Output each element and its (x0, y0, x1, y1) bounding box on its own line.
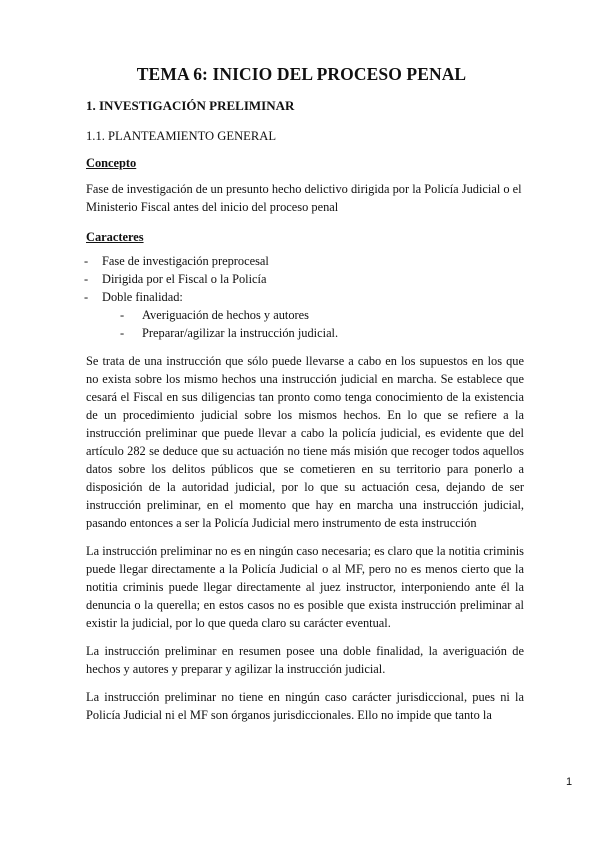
finalidad-sublist (86, 306, 524, 342)
paragraph-2: La instrucción preliminar no es en ningún caso necesaria; es claro que la notitia criminis puede llegar directamente a la Policía Judicial o al MF, pero no es menos cierto que la notitia criminis puede llegar directamente al juez instructor, interponiendo ante él la denuncia o la querella; en estos casos no es posible que exista instrucción preliminar al existir la judicial, por lo que queda claro su carácter eventual. (86, 544, 524, 630)
list-item: - Doble finalidad: - Averiguación de hechos y autores - Preparar/agilizar la instrucción judicial. (86, 288, 524, 342)
sublist-item: - Preparar/agilizar la instrucción judicial. (120, 326, 339, 340)
section-heading: 1. INVESTIGACIÓN PRELIMINAR (86, 98, 295, 113)
caracteres-list (86, 252, 524, 342)
paragraph-4: La instrucción preliminar no tiene en ningún caso carácter jurisdiccional, pues ni la Policía Judicial ni el MF son órganos jurisdiccionales. Ello no impide que tanto la (86, 690, 524, 722)
sublist-item: - Averiguación de hechos y autores (120, 308, 309, 322)
subsection-heading: 1.1. PLANTEAMIENTO GENERAL (86, 129, 277, 143)
paragraph-3: La instrucción preliminar en resumen posee una doble finalidad, la averiguación de hechos y autores y preparar y agilizar la instrucción judicial. (86, 644, 524, 676)
list-item: - Dirigida por el Fiscal o la Policía (84, 272, 267, 286)
paragraph-1: Se trata de una instrucción que sólo puede llevarse a cabo en los supuestos en los que no exista sobre los mismo hechos una instrucción judicial en marcha. Se establece que cesará el Fiscal en sus diligencias tan pronto como tenga conocimiento de la existencia de un procedimiento judicial sobre los mismos hechos. En lo que se refiere a la instrucción preliminar que puede llevar a cabo la policía judicial, es evidente que del artículo 282 se deduce que su actuación no tiene más misión que recoger todos aquellos datos sobre los delitos públicos que se cometieren en su territorio para ponerlo a disposición de la autoridad judicial, por lo que su actuación cesa, dejando de ser instrucción preliminar, en el momento que hay en marcha una instrucción judicial, pasando entonces a ser la Policía Judicial mero instrumento de esta instrucción (86, 354, 524, 530)
list-item: - Fase de investigación preprocesal (84, 254, 269, 268)
document-body (86, 97, 524, 724)
page-number: 1 (566, 776, 573, 788)
page-title: TEMA 6: INICIO DEL PROCESO PENAL (136, 64, 467, 84)
concepto-text: Fase de investigación de un presunto hecho delictivo dirigida por la Policía Judicial o el Ministerio Fiscal antes del inicio del proceso penal (86, 182, 522, 214)
concepto-heading: Concepto (86, 156, 137, 170)
caracteres-heading: Caracteres (86, 230, 144, 244)
